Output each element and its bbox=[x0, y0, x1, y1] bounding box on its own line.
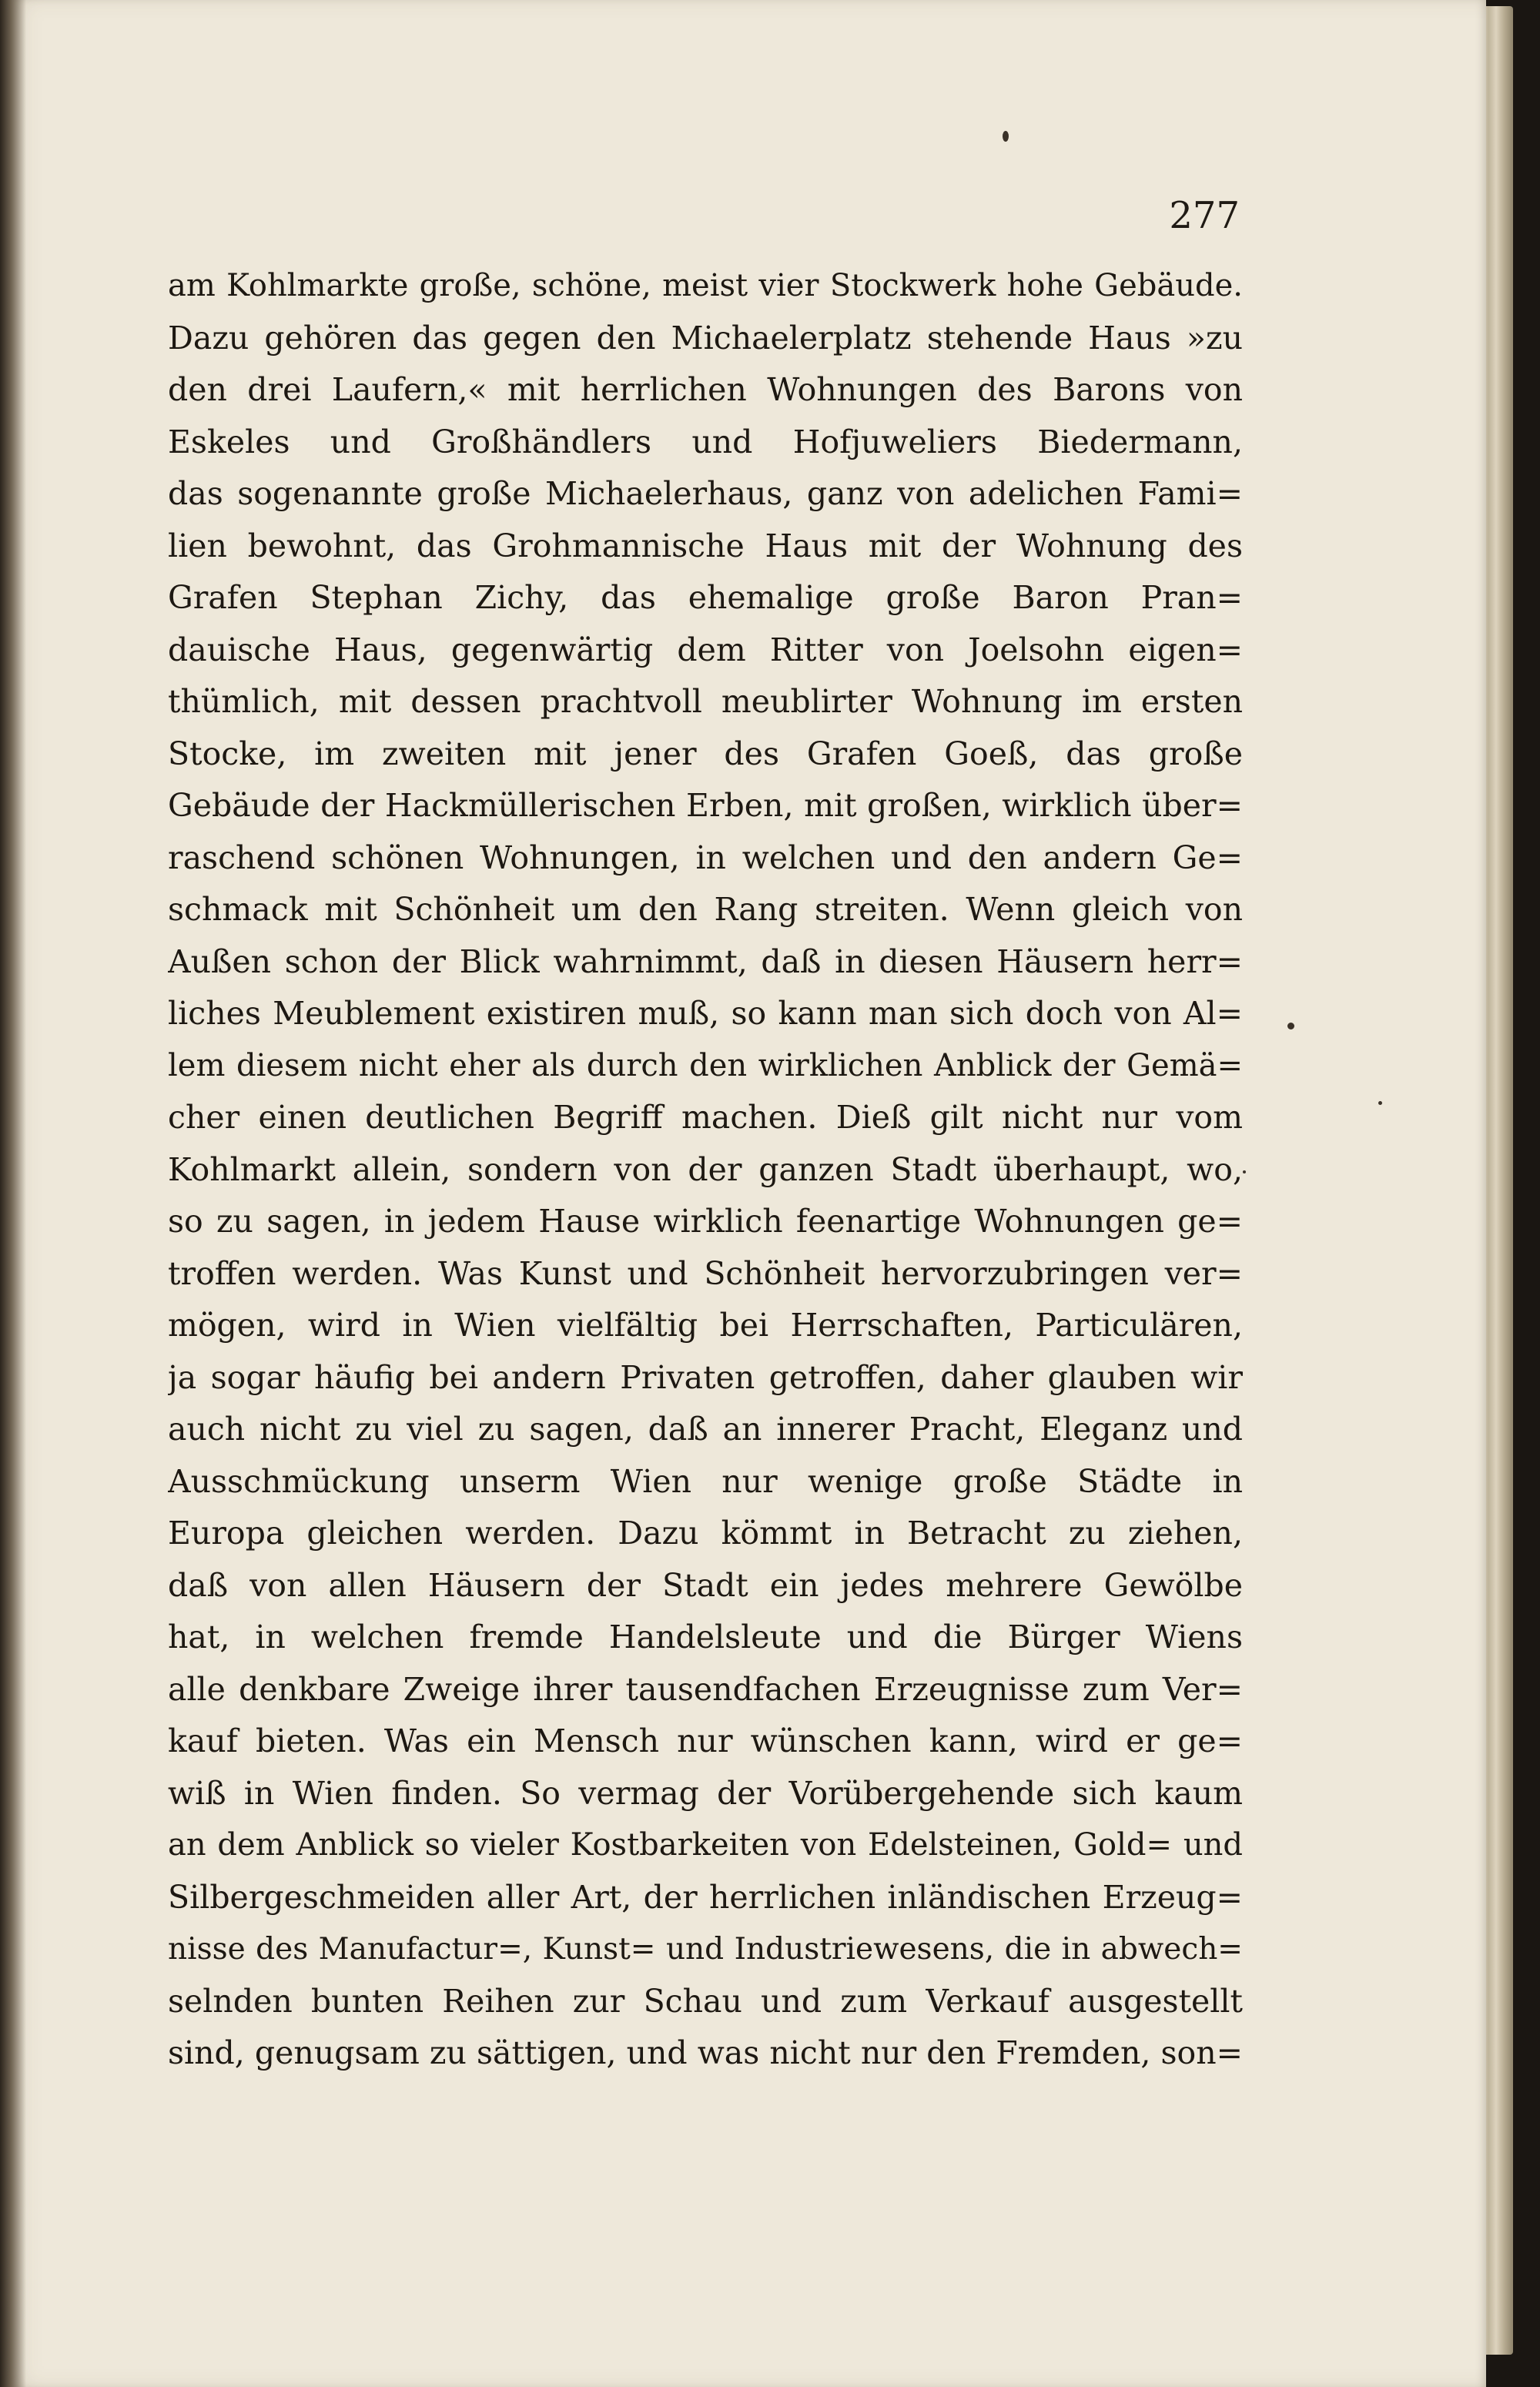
text-line: raschend schönen Wohnungen, in welchen und den andern Ge= bbox=[168, 839, 1243, 876]
text-line: Eskeles und Großhändlers und Hofjuweliers Biedermann, bbox=[168, 423, 1243, 460]
text-line: Gebäude der Hackmüllerischen Erben, mit großen, wirklich über= bbox=[168, 787, 1243, 824]
ink-speck bbox=[1003, 131, 1009, 142]
text-line: am Kohlmarkte große, schöne, meist vier Stockwerk hohe Gebäude. bbox=[168, 268, 1243, 303]
text-line: schmack mit Schönheit um den Rang streiten. Wenn gleich von bbox=[168, 891, 1243, 928]
text-line: Europa gleichen werden. Dazu kömmt in Betracht zu ziehen, bbox=[168, 1515, 1243, 1552]
text-line: dauische Haus, gegenwärtig dem Ritter von Joelsohn eigen= bbox=[168, 631, 1243, 668]
ink-speck bbox=[1287, 1023, 1294, 1029]
text-line: alle denkbare Zweige ihrer tausendfachen Erzeugnisse zum Ver= bbox=[168, 1670, 1243, 1708]
text-line: liches Meublement existiren muß, so kann man sich doch von Al= bbox=[168, 995, 1243, 1032]
text-line: thümlich, mit dessen prachtvoll meublirter Wohnung im ersten bbox=[168, 683, 1243, 720]
text-line: Ausschmückung unserm Wien nur wenige große Städte in bbox=[168, 1462, 1243, 1500]
text-line: ja sogar häufig bei andern Privaten getroffen, daher glauben wir bbox=[168, 1358, 1243, 1396]
text-line: lien bewohnt, das Grohmannische Haus mit der Wohnung des bbox=[168, 527, 1243, 564]
text-line: Grafen Stephan Zichy, das ehemalige große Baron Pran= bbox=[168, 579, 1243, 616]
text-line: daß von allen Häusern der Stadt ein jedes mehrere Gewölbe bbox=[168, 1566, 1243, 1604]
text-line: nisse des Manufactur=, Kunst= und Industriewesens, die in abwech= bbox=[168, 1932, 1243, 1967]
text-line: Stocke, im zweiten mit jener des Grafen Goeß, das große bbox=[168, 735, 1243, 772]
text-line: hat, in welchen fremde Handelsleute und die Bürger Wiens bbox=[168, 1619, 1243, 1656]
ink-speck bbox=[1378, 1101, 1382, 1105]
text-line: an dem Anblick so vieler Kostbarkeiten von Edelsteinen, Gold= und bbox=[168, 1827, 1243, 1863]
text-line: troffen werden. Was Kunst und Schönheit hervorzubringen ver= bbox=[168, 1254, 1243, 1292]
body-text bbox=[168, 260, 1243, 2080]
text-line: Dazu gehören das gegen den Michaelerplatz stehende Haus »zu bbox=[168, 319, 1243, 357]
text-line: Silbergeschmeiden aller Art, der herrlichen inländischen Erzeug= bbox=[168, 1878, 1243, 1916]
text-line: wiß in Wien finden. So vermag der Vorübergehende sich kaum bbox=[168, 1774, 1243, 1812]
text-line: selnden bunten Reihen zur Schau und zum Verkauf ausgestellt bbox=[168, 1982, 1243, 2020]
text-line: cher einen deutlichen Begriff machen. Dieß gilt nicht nur vom bbox=[168, 1099, 1243, 1136]
text-line: mögen, wird in Wien vielfältig bei Herrschaften, Particulären, bbox=[168, 1307, 1243, 1344]
gutter-shadow bbox=[0, 0, 26, 2387]
text-line: Kohlmarkt allein, sondern von der ganzen Stadt überhaupt, wo, bbox=[168, 1150, 1243, 1188]
text-line: auch nicht zu viel zu sagen, daß an innerer Pracht, Eleganz und bbox=[168, 1411, 1243, 1448]
text-line: das sogenannte große Michaelerhaus, ganz von adelichen Fami= bbox=[168, 475, 1243, 512]
text-line: kauf bieten. Was ein Mensch nur wünschen kann, wird er ge= bbox=[168, 1722, 1243, 1759]
text-line: so zu sagen, in jedem Hause wirklich feenartige Wohnungen ge= bbox=[168, 1203, 1243, 1240]
text-line: den drei Laufern,« mit herrlichen Wohnungen des Barons von bbox=[168, 371, 1243, 408]
ink-speck bbox=[1243, 1170, 1246, 1173]
page-number: 277 bbox=[1169, 194, 1240, 237]
text-line: sind, genugsam zu sättigen, und was nicht nur den Fremden, son= bbox=[168, 2034, 1243, 2071]
text-line: Außen schon der Blick wahrnimmt, daß in diesen Häusern herr= bbox=[168, 942, 1243, 980]
text-line: lem diesem nicht eher als durch den wirklichen Anblick der Gemä= bbox=[168, 1047, 1243, 1083]
